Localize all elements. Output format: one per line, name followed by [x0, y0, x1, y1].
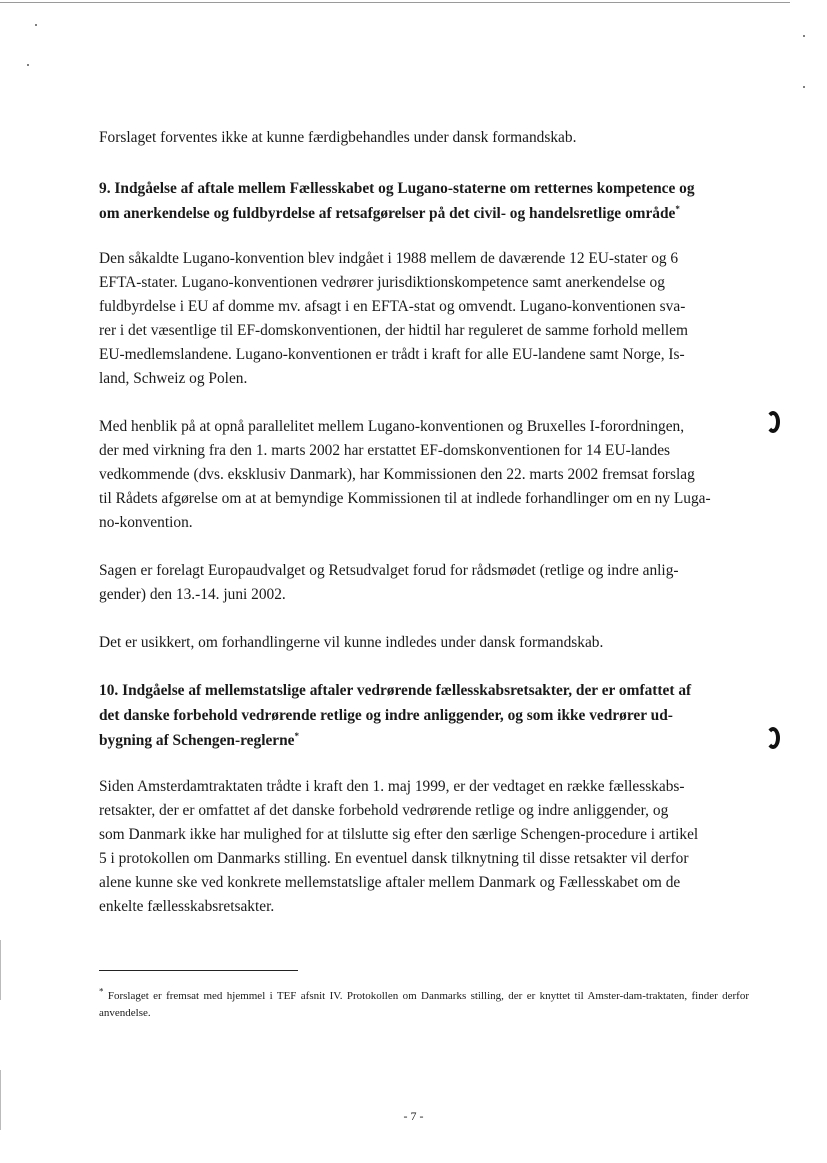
footnote-text: Forslaget er fremsat med hjemmel i TEF afsnit IV. Protokollen om Danmarks stilling, der er knyttet til Amster-dam-traktaten, finder derfor anvendelse. [99, 990, 749, 1019]
section-9-heading [99, 176, 749, 226]
binder-hole-icon [766, 411, 780, 433]
section-9-paragraph-2: Med henblik på at opnå parallelitet mellem Lugano-konventionen og Bruxelles I-forordningen, der med virkning fra den 1. marts 2002 har erstattet EF-domskonventionen for 14 EU-landes vedkommende (dvs. eksklusiv Danmark), har Kommissionen den 22. marts 2002 fremsat forslag til Rådets afgørelse om at at bemyndige Kommissionen til at indlede forhandlinger om en ny Luga- no-konvention. [99, 418, 711, 531]
scan-edge-mark [0, 940, 1, 1000]
section-10-heading [99, 678, 749, 753]
scan-speck [35, 24, 37, 26]
heading-line: om anerkendelse og fuldbyrdelse af retsafgørelser på det civil- og handelsretlige område [99, 205, 676, 222]
scan-speck [803, 86, 805, 88]
footnote-marker: * [675, 203, 680, 214]
heading-line: bygning af Schengen-reglerne [99, 732, 295, 749]
section-9-paragraph-1: Den såkaldte Lugano-konvention blev indgået i 1988 mellem de daværende 12 EU-stater og 6 EFTA-stater. Lugano-konventionen vedrører jurisdiktionskompetence samt anerkendelse og fuldbyrdelse i EU af domme mv. afsagt i en EFTA-stat og omvendt. Lugano-konventionen sva- rer i det væsentlige til EF-domskonventionen, der hidtil har reguleret de samme forhold mellem EU-medlemslandene. Lugano-konventionen er trådt i kraft for alle EU-landene samt Norge, Is- land, Schweiz og Polen. [99, 250, 688, 387]
footnote-marker: * [99, 986, 104, 997]
footnote-separator [99, 970, 298, 971]
page-number: - 7 - [403, 1109, 424, 1123]
section-9-paragraph-4: Det er usikkert, om forhandlingerne vil kunne indledes under dansk formandskab. [99, 634, 604, 651]
section-10-paragraph-1: Siden Amsterdamtraktaten trådte i kraft den 1. maj 1999, er der vedtaget en række fællesskabs- retsakter, der er omfattet af det danske forbehold vedrørende retlige og indre anliggender, og som Danmark ikke har mulighed for at tilslutte sig efter den særlige Schengen-procedure i artikel 5 i protokollen om Danmarks stilling. En eventuel dansk tilknytning til disse retsakter vil derfor alene kunne ske ved konkrete mellemstatslige aftaler mellem Danmark og Fællesskabet om de enkelte fællesskabsretsakter. [99, 778, 699, 915]
heading-line: det danske forbehold vedrørende retlige og indre anliggender, og som ikke vedrører ud- [99, 707, 673, 724]
footnote [99, 988, 749, 1022]
footnote-marker: * [294, 730, 300, 741]
scan-speck [27, 64, 29, 66]
scan-top-edge [0, 2, 790, 3]
scan-speck [803, 35, 805, 37]
document-body [99, 126, 749, 919]
section-9-paragraph-3: Sagen er forelagt Europaudvalget og Retsudvalget forud for rådsmødet (retlige og indre anlig- gender) den 13.-14. juni 2002. [99, 562, 679, 603]
heading-line: 10. Indgåelse af mellemstatslige aftaler vedrørende fællesskabsretsakter, der er omfattet af [99, 682, 692, 699]
binder-hole-icon [766, 727, 780, 749]
intro-paragraph: Forslaget forventes ikke at kunne færdigbehandles under dansk formandskab. [99, 129, 577, 146]
heading-line: 9. Indgåelse af aftale mellem Fællesskabet og Lugano-staterne om retternes kompetence og [99, 180, 695, 197]
